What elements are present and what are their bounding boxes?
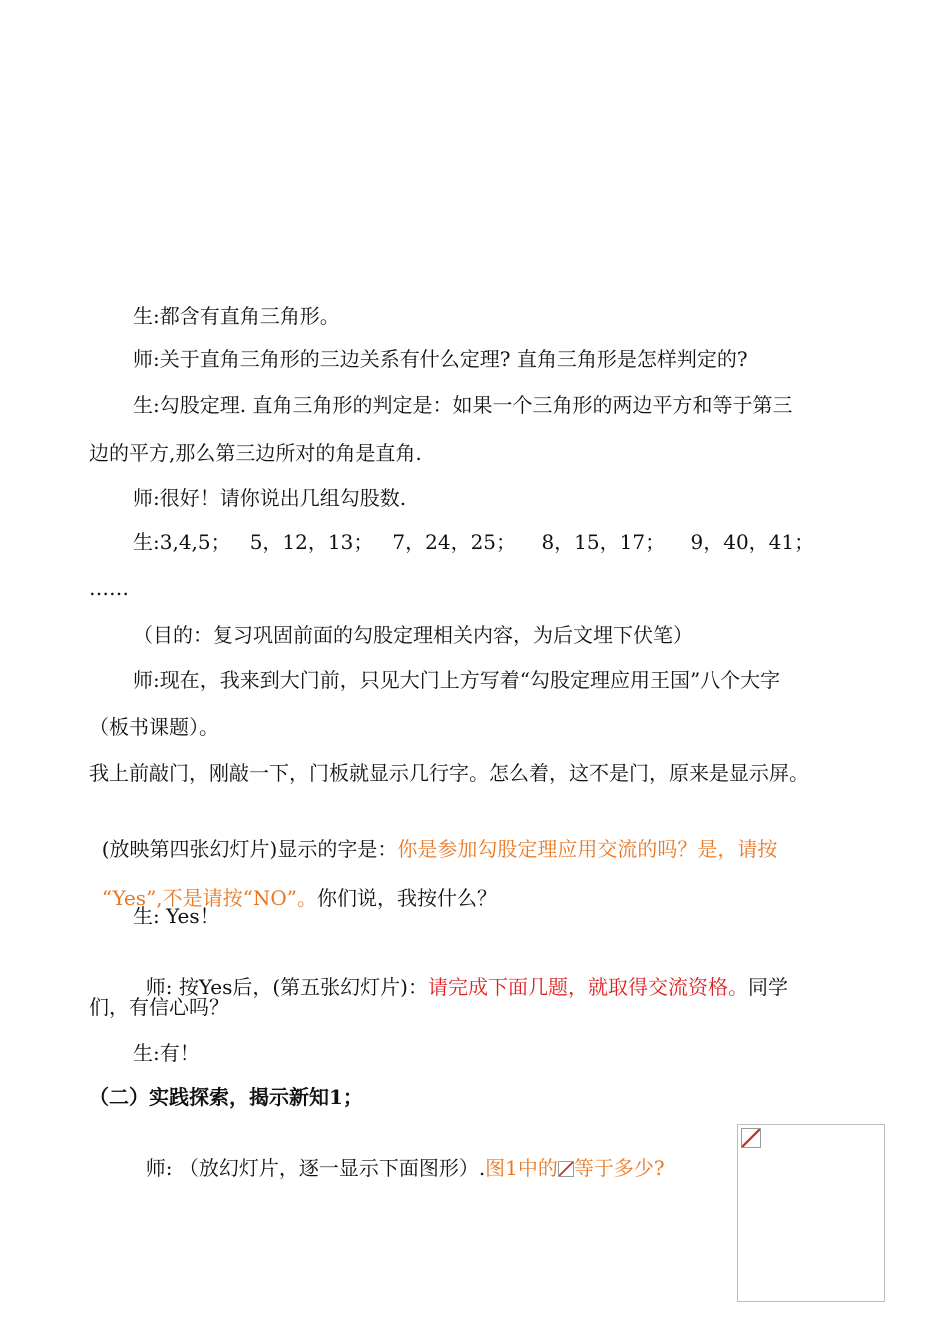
line-6: 生:3,4,5； 5，12，13； 7，24，25； 8，15，17； 9，40，41； xyxy=(133,530,815,554)
figure-frame xyxy=(737,1124,885,1302)
line-3: 生:勾股定理. 直角三角形的判定是：如果一个三角形的两边平方和等于第三 xyxy=(133,393,793,417)
line-9: 师:现在，我来到大门前，只见大门上方写着“勾股定理应用王国”八个大字 xyxy=(133,668,781,692)
line-12 xyxy=(89,807,777,863)
line-10: （板书课题）。 xyxy=(89,715,219,739)
line-13-highlight: “Yes”,不是请按“NO”。 xyxy=(101,886,317,910)
broken-image-icon xyxy=(558,1161,574,1177)
line-19-highlight: 图1中的 xyxy=(485,1156,558,1180)
line-8: （目的：复习巩固前面的勾股定理相关内容，为后文埋下伏笔） xyxy=(133,623,693,647)
line-12-text: (放映第四张幻灯片)显示的字是： xyxy=(101,837,398,861)
line-15-tail: 同学 xyxy=(747,975,788,999)
section-heading: （二）实践探索，揭示新知1； xyxy=(89,1085,363,1109)
line-5: 师:很好！请你说出几组勾股数. xyxy=(133,486,407,510)
line-17: 生:有！ xyxy=(133,1041,200,1065)
line-16: 们，有信心吗？ xyxy=(89,995,229,1019)
line-19-text: 师: （放幻灯片，逐一显示下面图形）. xyxy=(145,1156,486,1180)
line-15-text: 师: 按Yes后，(第五张幻灯片)： xyxy=(145,975,428,999)
line-14: 生: Yes！ xyxy=(133,904,220,928)
line-15 xyxy=(133,945,788,1001)
line-13-text: 你们说，我按什么？ xyxy=(317,886,497,910)
line-4: 边的平方,那么第三边所对的角是直角. xyxy=(89,441,422,465)
line-7: …… xyxy=(89,576,129,600)
broken-image-icon xyxy=(741,1128,761,1148)
line-2: 师:关于直角三角形的三边关系有什么定理? 直角三角形是怎样判定的? xyxy=(133,347,748,371)
line-1: 生:都含有直角三角形。 xyxy=(133,304,340,328)
line-11: 我上前敲门，刚敲一下，门板就显示几行字。怎么着，这不是门，原来是显示屏。 xyxy=(89,761,809,785)
line-19 xyxy=(133,1126,665,1182)
line-15-highlight: 请完成下面几题，就取得交流资格。 xyxy=(427,975,748,999)
line-19-highlight-end: 等于多少? xyxy=(573,1156,665,1180)
line-12-highlight: 你是参加勾股定理应用交流的吗？是，请按 xyxy=(397,837,778,861)
